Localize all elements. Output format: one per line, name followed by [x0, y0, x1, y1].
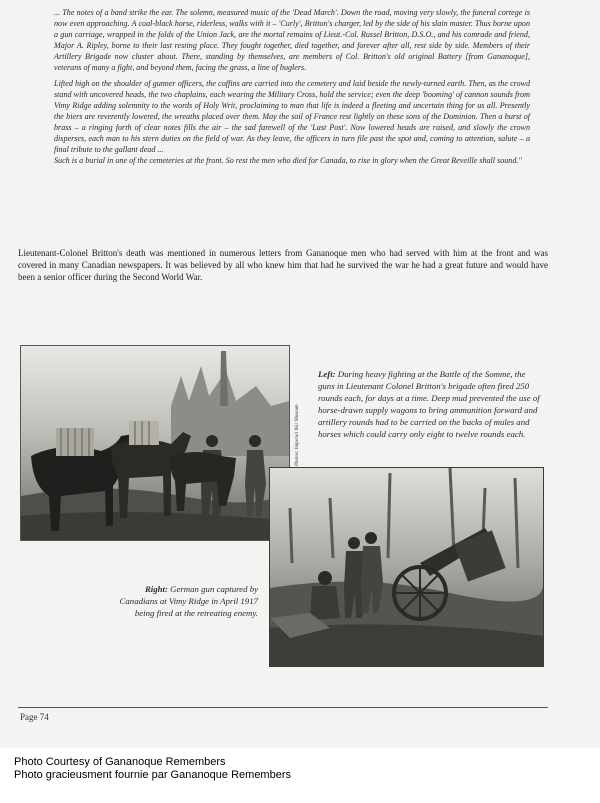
caption-right-lead: Right:	[144, 584, 168, 594]
page-number: Page 74	[20, 712, 49, 722]
page-divider	[18, 707, 548, 708]
quote-paragraph-1: ... The notes of a band strike the ear. The solemn, measured music of the 'Dead March'. Down the road, moving very slowly, the funeral cortege is now even approaching. A coal-black horse, riderless, walks with it – 'Curly', Britton's charger, led by the side of his slain master. Thus borne upon a gun carriage, wrapped in the folds of the Union Jack, are the mortal remains of Lieut.-Col. Russel Britton, D.S.O., and his comrade and friend, Major A. Ripley, borne to their last resting place. They fought together, died together, and forever after all, rest side by side. Members of their Artillery Brigade now cluster about. There, standing by themselves, are members of Col. Britton's old original Battery [from Gananoque], veterans of many a fight, and beyond them, facing the grass, a line of buglers.	[54, 8, 530, 72]
caption-right-text: German gun captured by Canadians at Vimy Ridge in April 1917 being fired at the retreating enemy.	[119, 584, 258, 618]
caption-right	[108, 583, 258, 619]
body-paragraph: Lieutenant-Colonel Britton's death was mentioned in numerous letters from Gananoque men who had served with him at the front and was covered in many Canadian newspapers. It was believed by all who knew him that had he survived the war he had a great future and would have been a senior officer during the Second World War.	[18, 248, 548, 282]
horses-ammunition-photo	[20, 345, 290, 541]
body-text	[18, 247, 548, 283]
footer-line-french: Photo gracieusment fournie par Gananoque Remembers	[14, 769, 291, 781]
caption-left-lead: Left:	[318, 369, 336, 379]
photo-credit: Photos: Imperial War Museum	[295, 404, 300, 466]
funeral-quote	[54, 8, 530, 173]
caption-left-text: During heavy fighting at the Battle of the Somme, the guns in Lieutenant Colonel Britton's brigade often fired 250 rounds each, for days at a time. Deep mud prevented the use of horse-drawn supply wagons to bring ammunition forward and artillery rounds had to be carried on the backs of mules and horses which could carry only eight to twelve rounds each.	[318, 369, 540, 439]
quote-paragraph-3: Such is a burial in one of the cemeteries at the front. So rest the men who died for Canada, to rise in glory when the Great Reveille shall sound."	[54, 155, 522, 165]
caption-left	[318, 368, 544, 440]
footer-line-english: Photo Courtesy of Gananoque Remembers	[14, 756, 226, 768]
german-gun-photo	[269, 467, 544, 667]
photo-courtesy-footer	[14, 756, 291, 782]
quote-paragraph-2: Lifted high on the shoulder of gunner officers, the coffins are carried into the cemetery and laid beside the newly-turned earth. Then, as the crowd stand with uncovered heads, the two chaplains, each wearing the Military Cross, hold the service; even the deep 'booming' of cannon sounds from Vimy Ridge adding solemnity to the words of Holy Writ, proclaiming to man that life is indeed a fleeting and uncertain thing for us all. Presently the biers are reverently lowered, the wreaths placed over them. May the soil of France rest lightly on these sons of the Dominion. Then a burst of brass – a ringing forth of clear notes fills the air – the sad farewell of the 'Last Post'. Now lowered heads are raised, and slowly the crown disperses, each man to his stern duties on the field of war. As they leave, the officers in turn file past the spot and, coming to attention, salute – a final tribute to the gallant dead ...	[54, 79, 530, 154]
